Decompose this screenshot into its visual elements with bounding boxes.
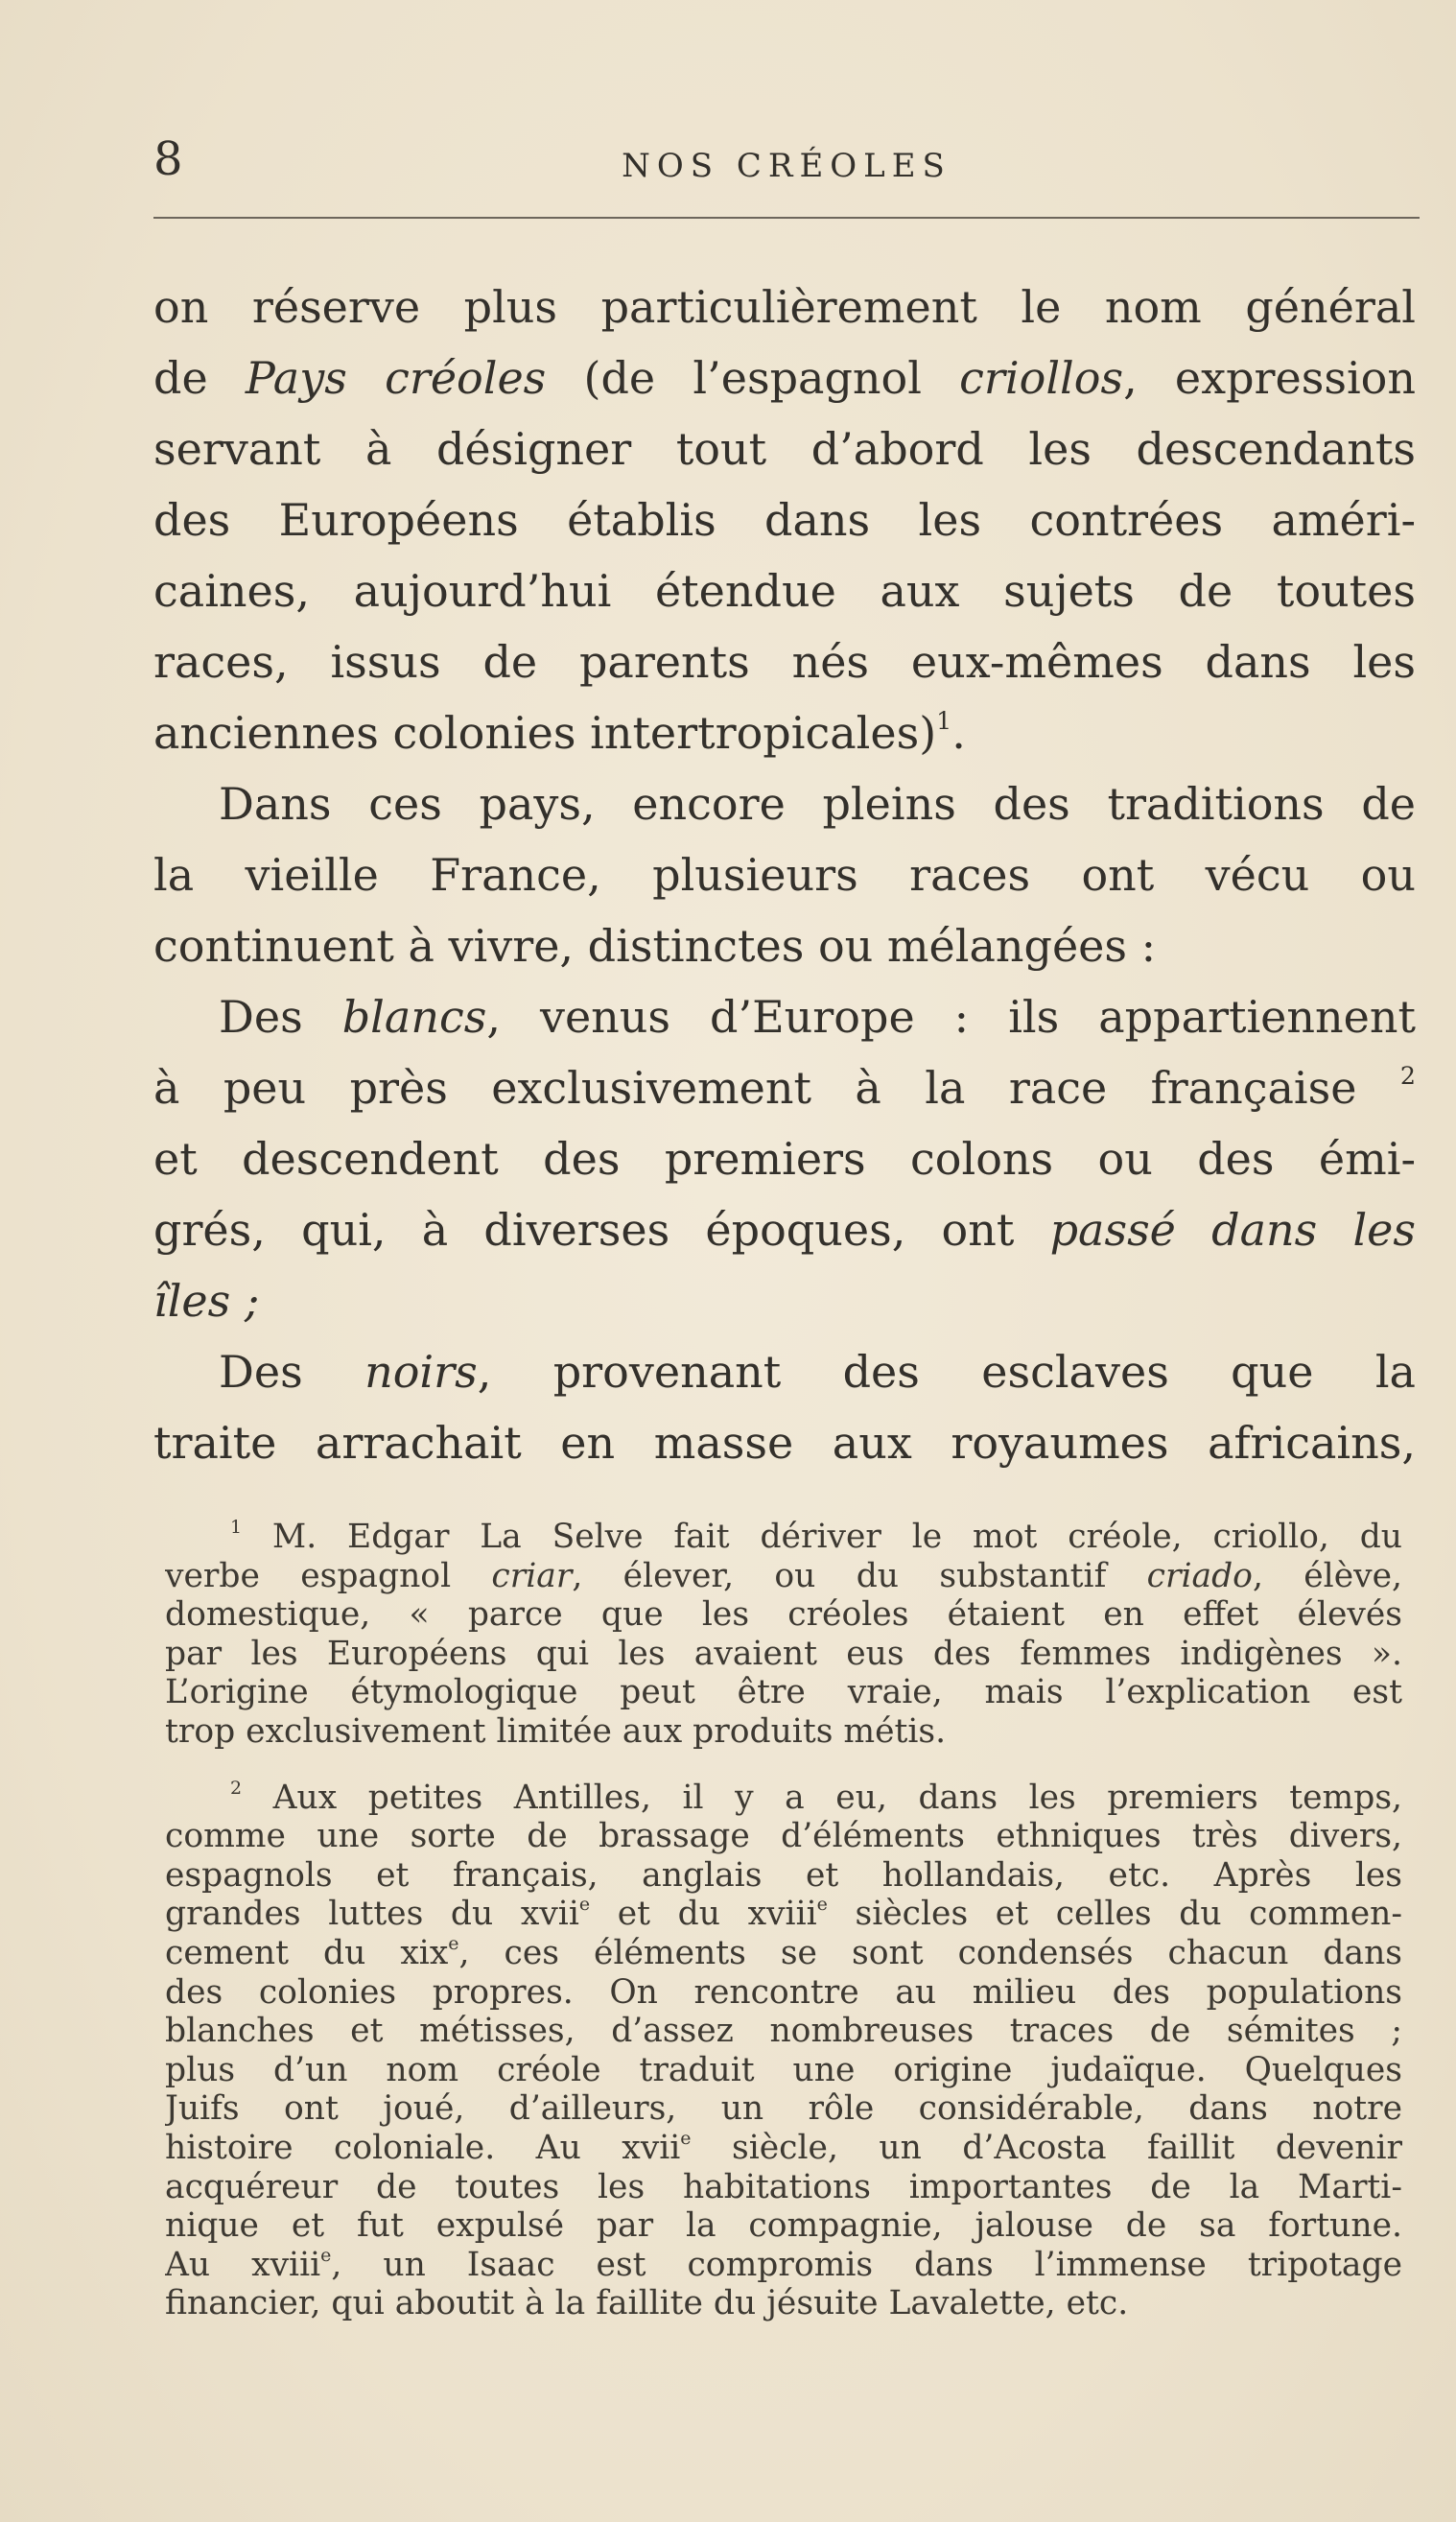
- text-line: continuent à vivre, distinctes ou mélangées :: [153, 920, 1157, 972]
- footnote-line: plus d’un nom créole traduit une origine judaïque. Quelques: [165, 2050, 1402, 2089]
- footnote-line: verbe espagnol criar, élever, ou du substantif criado, élève,: [165, 1556, 1402, 1595]
- text-line: grés, qui, à diverses époques, ont passé dans les: [153, 1204, 1416, 1256]
- text-line: races, issus de parents nés eux-mêmes dans les: [153, 636, 1416, 688]
- footnote-line: blanches et métisses, d’assez nombreuses traces de sémites ;: [165, 2012, 1402, 2051]
- footnote-marker: 1: [230, 1518, 243, 1538]
- footnote-line: domestique, « parce que les créoles étaient en effet élevés: [165, 1595, 1402, 1635]
- page-header: [153, 132, 1420, 194]
- text-line: Des noirs, provenant des esclaves que la: [219, 1346, 1416, 1398]
- footnote-1: $^1$ M. Edgar La Selve fait dériver le mot créole, criollo, du: [230, 1518, 1402, 1556]
- text-line: la vieille France, plusieurs races ont vécu ou: [153, 849, 1416, 901]
- footnote-line: acquéreur de toutes les habitations importantes de la Marti-: [165, 2167, 1402, 2206]
- text-line: Dans ces pays, encore pleins des traditions de: [219, 778, 1416, 830]
- footnotes: [165, 1518, 1402, 2323]
- footnote-line: trop exclusivement limitée aux produits métis.: [165, 1711, 947, 1751]
- text-line: îles ;: [153, 1275, 260, 1327]
- text-line: à peu près exclusivement à la race française $^2$: [153, 1061, 1416, 1114]
- text-line: des Européens établis dans les contrées améri-: [153, 494, 1416, 546]
- running-title: NOS CRÉOLES: [622, 147, 951, 185]
- footnote-ref: 2: [1399, 1061, 1416, 1090]
- header-rule: [153, 217, 1420, 219]
- footnote-line: par les Européens qui les avaient eus des femmes indigènes ».: [165, 1634, 1402, 1673]
- footnote-ref: 1: [936, 706, 952, 735]
- footnote-line: L’origine étymologique peut être vraie, mais l’explication est: [165, 1673, 1402, 1712]
- footnote-line: Juifs ont joué, d’ailleurs, un rôle considérable, dans notre: [165, 2089, 1402, 2129]
- text-line: traite arrachait en masse aux royaumes africains,: [153, 1417, 1416, 1469]
- footnote-line: grandes luttes du xvii$^e$ et du xviii$^e$ siècles et celles du commen-: [165, 1895, 1402, 1934]
- footnote-line: des colonies propres. On rencontre au milieu des populations: [165, 1972, 1402, 2012]
- text-line: Des blancs, venus d’Europe : ils appartiennent: [219, 991, 1416, 1043]
- text-line: anciennes colonies intertropicales)$^1$.: [153, 706, 966, 759]
- text-line: de Pays créoles (de l’espagnol criollos, expression: [153, 352, 1416, 404]
- text-line: caines, aujourd’hui étendue aux sujets de toutes: [153, 565, 1416, 617]
- footnote-line: cement du xix$^e$, ces éléments se sont condensés chacun dans: [165, 1933, 1402, 1972]
- page-number: 8: [153, 132, 183, 186]
- footnote-marker: 2: [230, 1778, 243, 1799]
- main-text: [153, 271, 1416, 1478]
- footnote-2: $^2$ Aux petites Antilles, il y a eu, dans les premiers temps,: [230, 1778, 1402, 1817]
- footnote-line: Au xviii$^e$, un Isaac est compromis dans l’immense tripotage: [165, 2245, 1402, 2284]
- text-line: servant à désigner tout d’abord les descendants: [153, 423, 1416, 475]
- footnote-line: comme une sorte de brassage d’éléments ethniques très divers,: [165, 1817, 1402, 1856]
- footnote-line: espagnols et français, anglais et hollandais, etc. Après les: [165, 1855, 1402, 1895]
- text-line: et descendent des premiers colons ou des émi-: [153, 1133, 1416, 1185]
- footnote-line: histoire coloniale. Au xvii$^e$ siècle, un d’Acosta faillit devenir: [165, 2128, 1402, 2167]
- footnote-line: financier, qui aboutit à la faillite du jésuite Lavalette, etc.: [165, 2284, 1129, 2323]
- footnote-line: nique et fut expulsé par la compagnie, jalouse de sa fortune.: [165, 2206, 1402, 2246]
- text-line: on réserve plus particulièrement le nom général: [153, 281, 1416, 333]
